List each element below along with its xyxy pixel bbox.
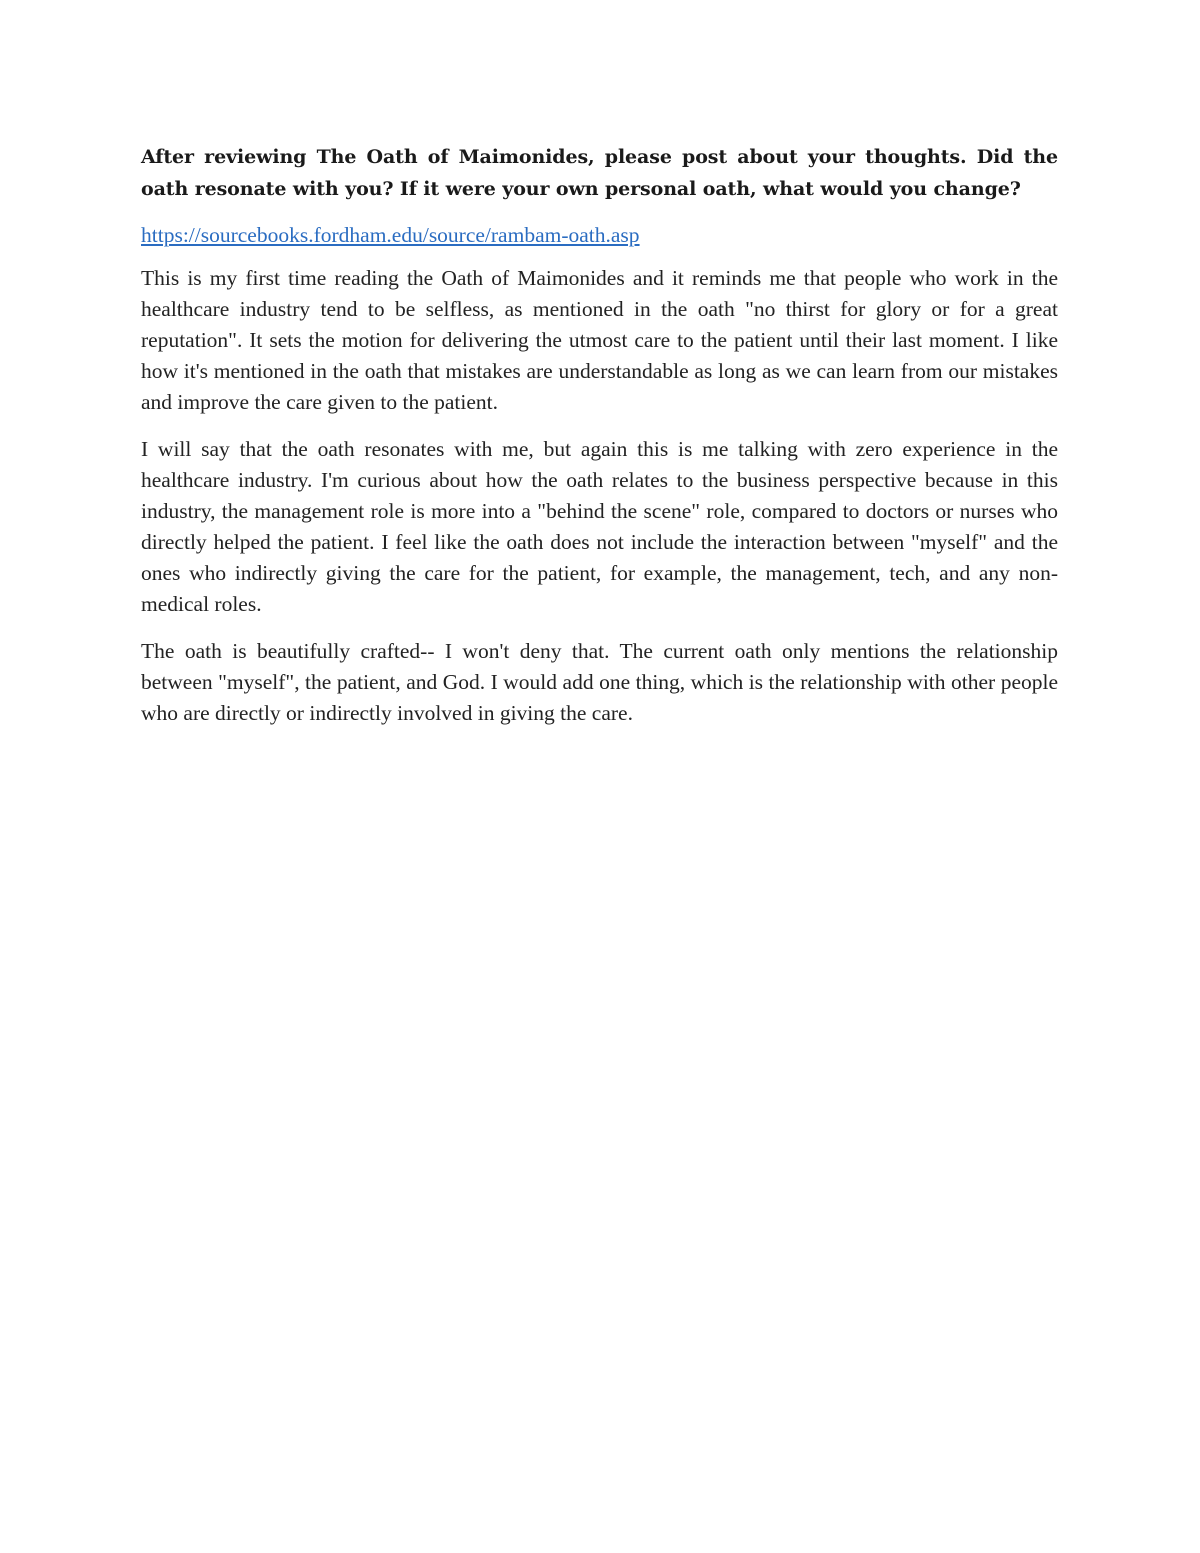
document-body (141, 141, 1058, 745)
source-link[interactable]: https://sourcebooks.fordham.edu/source/rambam-oath.asp (141, 223, 640, 247)
response-paragraph-2: I will say that the oath resonates with me, but again this is me talking with zero experience in the healthcare industry. I'm curious about how the oath relates to the business perspective because in this industry, the management role is more into a "behind the scene" role, compared to doctors or nurses who directly helped the patient. I feel like the oath does not include the interaction between "myself" and the ones who indirectly giving the care for the patient, for example, the management, tech, and any non-medical roles. (141, 437, 1058, 616)
response-paragraph-3: The oath is beautifully crafted-- I won't deny that. The current oath only mentions the relationship between "myself", the patient, and God. I would add one thing, which is the relationship with other people who are directly or indirectly involved in giving the care. (141, 639, 1058, 725)
assignment-prompt: After reviewing The Oath of Maimonides, please post about your thoughts. Did the oath resonate with you? If it were your own personal oath, what would you change? (141, 146, 1058, 200)
response-paragraph-1: This is my first time reading the Oath of Maimonides and it reminds me that people who work in the healthcare industry tend to be selfless, as mentioned in the oath "no thirst for glory or for a great reputation". It sets the motion for delivering the utmost care to the patient until their last moment. I like how it's mentioned in the oath that mistakes are understandable as long as we can learn from our mistakes and improve the care given to the patient. (141, 266, 1058, 414)
